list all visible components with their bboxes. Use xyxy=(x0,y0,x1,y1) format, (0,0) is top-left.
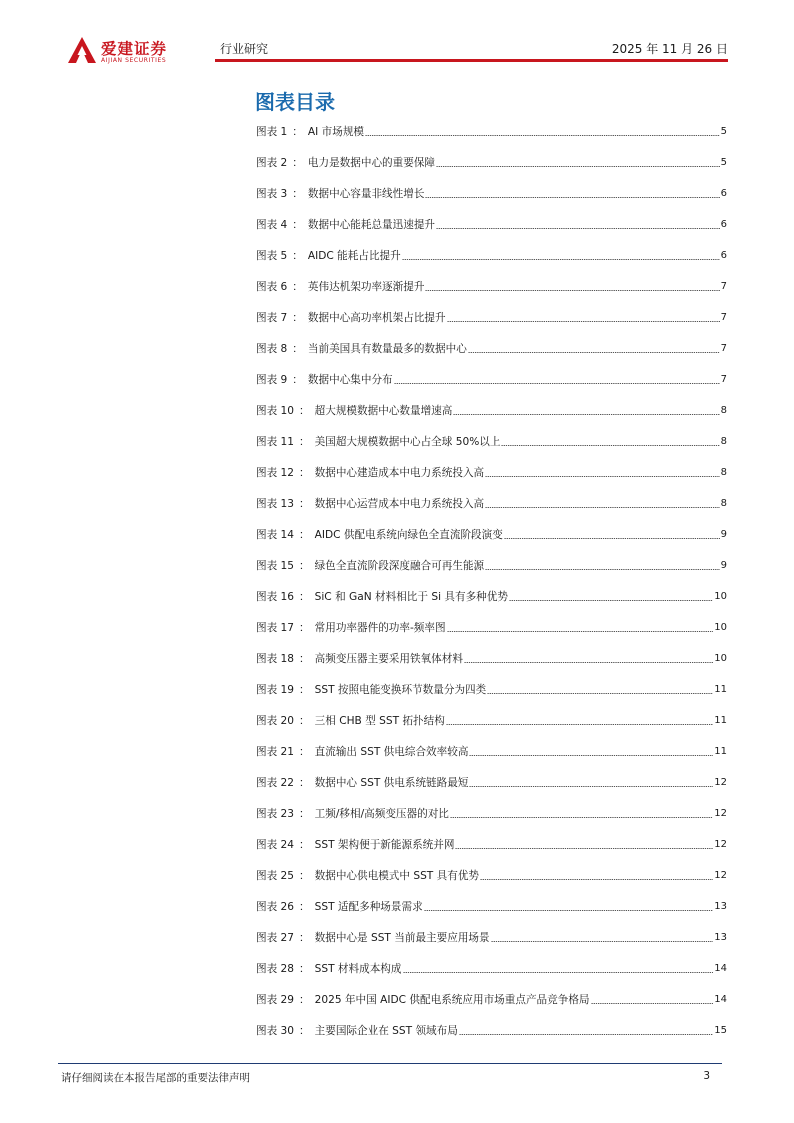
toc-entry-label: 图表 21 xyxy=(256,745,295,758)
toc-entry-separator: ： xyxy=(292,311,303,324)
toc-entry-title: 工频/移相/高频变压器的对比 xyxy=(314,807,449,820)
toc-entry-page: 9 xyxy=(720,528,727,540)
dot-leader xyxy=(436,166,720,167)
toc-entry[interactable] xyxy=(256,1015,727,1046)
dot-leader xyxy=(425,197,719,198)
toc-entry-title: SST 材料成本构成 xyxy=(314,962,402,975)
toc-entry-label: 图表 10 xyxy=(256,404,295,417)
toc-entry-separator: ： xyxy=(299,652,310,665)
toc-entry-page: 9 xyxy=(720,559,727,571)
toc-entry[interactable] xyxy=(256,922,727,953)
toc-entry-page: 14 xyxy=(714,962,727,974)
toc-entry[interactable] xyxy=(256,705,727,736)
toc-entry[interactable] xyxy=(256,736,727,767)
toc-entry-separator: ： xyxy=(292,125,303,138)
toc-entry-page: 7 xyxy=(720,280,727,292)
toc-entry[interactable] xyxy=(256,581,727,612)
toc-entry-label: 图表 2 xyxy=(256,156,288,169)
toc-entry[interactable] xyxy=(256,457,727,488)
toc-entry-page: 13 xyxy=(714,931,727,943)
toc-entry[interactable] xyxy=(256,767,727,798)
dot-leader xyxy=(459,1034,713,1035)
dot-leader xyxy=(469,786,713,787)
dot-leader xyxy=(450,817,713,818)
toc-entry-title: 数据中心高功率机架占比提升 xyxy=(307,311,446,324)
logo-mark-icon xyxy=(67,36,97,64)
toc-entry-label: 图表 23 xyxy=(256,807,295,820)
toc-entry-label: 图表 5 xyxy=(256,249,288,262)
page-title: 图表目录 xyxy=(255,90,335,114)
footer-divider xyxy=(58,1063,722,1064)
toc-entry-label: 图表 17 xyxy=(256,621,295,634)
toc-entry-separator: ： xyxy=(299,528,310,541)
dot-leader xyxy=(480,879,713,880)
section-label: 行业研究 xyxy=(220,42,269,56)
toc-entry-separator: ： xyxy=(299,838,310,851)
toc-entry-label: 图表 13 xyxy=(256,497,295,510)
toc-entry-separator: ： xyxy=(292,249,303,262)
toc-entry-label: 图表 15 xyxy=(256,559,295,572)
toc-entry-page: 10 xyxy=(714,621,727,633)
toc-entry-separator: ： xyxy=(299,683,310,696)
dot-leader xyxy=(509,600,713,601)
toc-entry-separator: ： xyxy=(292,280,303,293)
toc-entry-title: 数据中心运营成本中电力系统投入高 xyxy=(314,497,485,510)
toc-entry[interactable] xyxy=(256,953,727,984)
toc-entry-label: 图表 11 xyxy=(256,435,295,448)
toc-entry-separator: ： xyxy=(299,962,310,975)
toc-entry-title: 数据中心供电模式中 SST 具有优势 xyxy=(314,869,480,882)
toc-entry-label: 图表 12 xyxy=(256,466,295,479)
toc-entry-separator: ： xyxy=(299,993,310,1006)
toc-entry-page: 6 xyxy=(720,249,727,261)
dot-leader xyxy=(453,414,719,415)
toc-entry[interactable] xyxy=(256,178,727,209)
toc-entry-page: 11 xyxy=(714,683,727,695)
toc-entry-label: 图表 29 xyxy=(256,993,295,1006)
toc-entry-page: 8 xyxy=(720,466,727,478)
dot-leader xyxy=(501,445,719,446)
toc-entry-separator: ： xyxy=(299,435,310,448)
toc-entry-page: 14 xyxy=(714,993,727,1005)
toc-entry-title: AIDC 供配电系统向绿色全直流阶段演变 xyxy=(314,528,503,541)
toc-entry-title: 常用功率器件的功率-频率图 xyxy=(314,621,446,634)
dot-leader xyxy=(485,569,719,570)
toc-entry-label: 图表 9 xyxy=(256,373,288,386)
toc-entry-page: 10 xyxy=(714,652,727,664)
toc-entry-page: 6 xyxy=(720,218,727,230)
toc-entry-page: 8 xyxy=(720,497,727,509)
toc-entry-separator: ： xyxy=(292,373,303,386)
dot-leader xyxy=(424,910,714,911)
toc-entry-label: 图表 28 xyxy=(256,962,295,975)
dot-leader xyxy=(591,1003,714,1004)
toc-entry-title: AIDC 能耗占比提升 xyxy=(307,249,401,262)
toc-entry-page: 12 xyxy=(714,807,727,819)
toc-entry-separator: ： xyxy=(299,559,310,572)
legal-notice: 请仔细阅读在本报告尾部的重要法律声明 xyxy=(61,1072,250,1084)
toc-entry[interactable] xyxy=(256,519,727,550)
toc-entry-title: 2025 年中国 AIDC 供配电系统应用市场重点产品竞争格局 xyxy=(314,993,590,1006)
page-number: 3 xyxy=(703,1070,710,1082)
report-date: 2025 年 11 月 26 日 xyxy=(611,42,728,56)
toc-entry-separator: ： xyxy=(299,869,310,882)
toc-entry-page: 13 xyxy=(714,900,727,912)
toc-entry-separator: ： xyxy=(292,218,303,231)
dot-leader xyxy=(425,290,719,291)
toc-entry-title: 电力是数据中心的重要保障 xyxy=(307,156,436,169)
toc-entry[interactable] xyxy=(256,240,727,271)
toc-entry-label: 图表 27 xyxy=(256,931,295,944)
toc-entry-label: 图表 14 xyxy=(256,528,295,541)
toc-entry-separator: ： xyxy=(292,156,303,169)
toc-entry-separator: ： xyxy=(299,714,310,727)
toc-entry-page: 5 xyxy=(720,156,727,168)
toc-entry-label: 图表 19 xyxy=(256,683,295,696)
toc-entry-separator: ： xyxy=(299,497,310,510)
toc-entry-page: 7 xyxy=(720,342,727,354)
toc-entry-title: 超大规模数据中心数量增速高 xyxy=(314,404,453,417)
toc-entry[interactable] xyxy=(256,302,727,333)
toc-entry-page: 10 xyxy=(714,590,727,602)
toc-entry-page: 12 xyxy=(714,869,727,881)
dot-leader xyxy=(491,941,714,942)
company-logo xyxy=(67,36,185,68)
dot-leader xyxy=(394,383,720,384)
header-divider xyxy=(215,59,728,62)
toc-entry-separator: ： xyxy=(299,404,310,417)
dot-leader xyxy=(436,228,720,229)
toc-entry[interactable] xyxy=(256,333,727,364)
toc-entry[interactable] xyxy=(256,612,727,643)
toc-entry-label: 图表 7 xyxy=(256,311,288,324)
toc-entry-page: 5 xyxy=(720,125,727,137)
toc-entry[interactable] xyxy=(256,364,727,395)
toc-entry-title: 数据中心 SST 供电系统链路最短 xyxy=(314,776,469,789)
toc-entry[interactable] xyxy=(256,488,727,519)
dot-leader xyxy=(402,259,720,260)
toc-entry-page: 11 xyxy=(714,714,727,726)
toc-entry-separator: ： xyxy=(299,466,310,479)
toc-entry-title: 直流输出 SST 供电综合效率较高 xyxy=(314,745,469,758)
toc-entry-separator: ： xyxy=(299,807,310,820)
toc-entry-separator: ： xyxy=(299,590,310,603)
toc-entry-separator: ： xyxy=(299,1024,310,1037)
toc-entry[interactable] xyxy=(256,891,727,922)
toc-entry-title: 数据中心是 SST 当前最主要应用场景 xyxy=(314,931,490,944)
toc-entry-label: 图表 16 xyxy=(256,590,295,603)
toc-entry-title: SST 按照电能变换环节数量分为四类 xyxy=(314,683,487,696)
toc-entry-separator: ： xyxy=(299,931,310,944)
dot-leader xyxy=(487,693,713,694)
dot-leader xyxy=(464,662,713,663)
toc-entry-page: 7 xyxy=(720,311,727,323)
toc-entry-page: 15 xyxy=(714,1024,727,1036)
toc-entry-label: 图表 25 xyxy=(256,869,295,882)
toc-entry[interactable] xyxy=(256,426,727,457)
toc-entry-title: 主要国际企业在 SST 领域布局 xyxy=(314,1024,458,1037)
dot-leader xyxy=(447,631,714,632)
dot-leader xyxy=(485,476,719,477)
toc-entry-page: 8 xyxy=(720,435,727,447)
dot-leader xyxy=(468,352,720,353)
toc-entry-page: 8 xyxy=(720,404,727,416)
toc-entry-title: SiC 和 GaN 材料相比于 Si 具有多种优势 xyxy=(314,590,508,603)
toc-entry-title: AI 市场规模 xyxy=(307,125,365,138)
toc-entry[interactable] xyxy=(256,209,727,240)
toc-entry-separator: ： xyxy=(299,776,310,789)
toc-entry-title: 数据中心集中分布 xyxy=(307,373,393,386)
toc-entry-separator: ： xyxy=(299,621,310,634)
toc-entry-label: 图表 1 xyxy=(256,125,288,138)
toc-entry-label: 图表 20 xyxy=(256,714,295,727)
toc-entry-separator: ： xyxy=(292,342,303,355)
toc-entry[interactable] xyxy=(256,147,727,178)
toc-entry-title: 绿色全直流阶段深度融合可再生能源 xyxy=(314,559,485,572)
toc-entry-label: 图表 4 xyxy=(256,218,288,231)
toc-entry-label: 图表 30 xyxy=(256,1024,295,1037)
toc-entry-label: 图表 22 xyxy=(256,776,295,789)
toc-entry-title: SST 架构便于新能源系统并网 xyxy=(314,838,455,851)
toc-entry-title: 数据中心建造成本中电力系统投入高 xyxy=(314,466,485,479)
toc-entry[interactable] xyxy=(256,550,727,581)
toc-entry-title: 三相 CHB 型 SST 拓扑结构 xyxy=(314,714,445,727)
toc-entry[interactable] xyxy=(256,674,727,705)
toc-entry[interactable] xyxy=(256,798,727,829)
toc-entry[interactable] xyxy=(256,643,727,674)
toc-entry-label: 图表 26 xyxy=(256,900,295,913)
toc-entry-label: 图表 24 xyxy=(256,838,295,851)
dot-leader xyxy=(485,507,719,508)
toc-entry-title: SST 适配多种场景需求 xyxy=(314,900,423,913)
toc-entry-label: 图表 3 xyxy=(256,187,288,200)
toc-entry[interactable] xyxy=(256,984,727,1015)
toc-entry-label: 图表 8 xyxy=(256,342,288,355)
toc-entry-separator: ： xyxy=(299,900,310,913)
toc-entry-title: 英伟达机架功率逐渐提升 xyxy=(307,280,425,293)
dot-leader xyxy=(403,972,714,973)
toc-entry[interactable] xyxy=(256,271,727,302)
dot-leader xyxy=(446,724,713,725)
toc-entry-page: 7 xyxy=(720,373,727,385)
dot-leader xyxy=(504,538,720,539)
toc-entry-label: 图表 6 xyxy=(256,280,288,293)
toc-entry-separator: ： xyxy=(292,187,303,200)
dot-leader xyxy=(469,755,713,756)
toc-entry[interactable] xyxy=(256,395,727,426)
toc-entry-title: 美国超大规模数据中心占全球 50%以上 xyxy=(314,435,501,448)
logo-english-name: AIJIAN SECURITIES xyxy=(101,57,167,64)
toc-entry-title: 高频变压器主要采用铁氧体材料 xyxy=(314,652,463,665)
toc-entry-title: 数据中心容量非线性增长 xyxy=(307,187,425,200)
toc-entry-label: 图表 18 xyxy=(256,652,295,665)
toc-entry-title: 当前美国具有数量最多的数据中心 xyxy=(307,342,467,355)
toc-entry[interactable] xyxy=(256,829,727,860)
toc-entry-title: 数据中心能耗总量迅速提升 xyxy=(307,218,436,231)
dot-leader xyxy=(447,321,720,322)
toc-entry-page: 12 xyxy=(714,776,727,788)
dot-leader xyxy=(365,135,720,136)
toc-entry-page: 6 xyxy=(720,187,727,199)
toc-entry-page: 12 xyxy=(714,838,727,850)
logo-chinese-name: 爱建证券 xyxy=(101,40,168,58)
toc-entry-page: 11 xyxy=(714,745,727,757)
toc-entry[interactable] xyxy=(256,860,727,891)
figure-toc-list xyxy=(256,116,727,1046)
toc-entry-separator: ： xyxy=(299,745,310,758)
toc-entry[interactable] xyxy=(256,116,727,147)
dot-leader xyxy=(455,848,713,849)
